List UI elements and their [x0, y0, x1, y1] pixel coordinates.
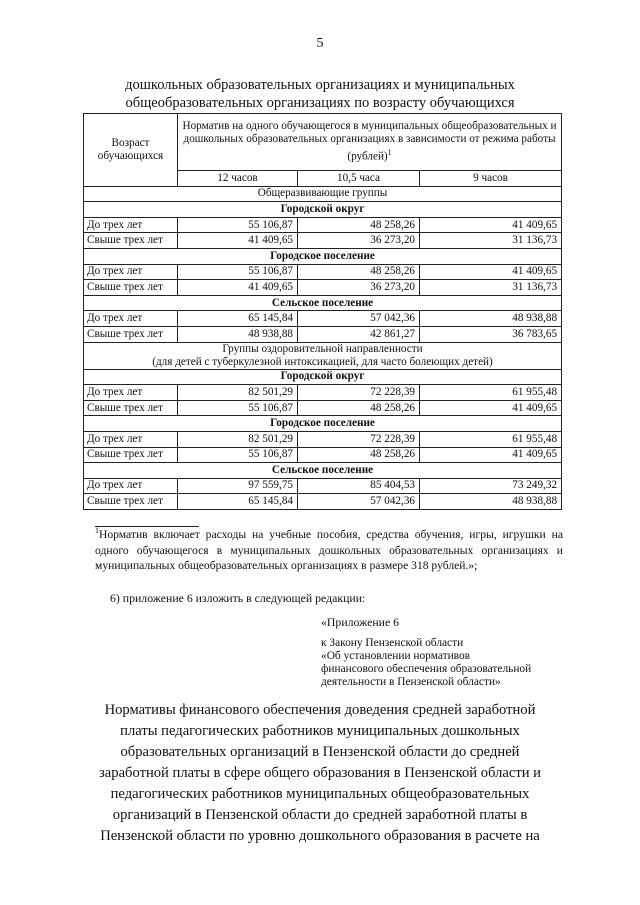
value-cell: 65 145,84	[178, 494, 298, 510]
section-row	[84, 463, 562, 479]
section-title-line: Нормативы финансового обеспечения доведения средней заработной	[104, 702, 536, 718]
value-cell: 61 955,48	[420, 385, 562, 401]
norm-footnote-mark: 1	[387, 148, 392, 158]
section-name: Городской округ	[84, 369, 562, 385]
age-cell: До трех лет	[84, 431, 178, 447]
table-row	[84, 311, 562, 327]
table-row	[84, 264, 562, 280]
value-cell: 55 106,87	[178, 264, 298, 280]
table-row	[84, 447, 562, 463]
table-row	[84, 326, 562, 342]
age-cell: Свыше трех лет	[84, 400, 178, 416]
age-cell: Свыше трех лет	[84, 494, 178, 510]
section-row	[84, 248, 562, 264]
age-cell: До трех лет	[84, 385, 178, 401]
value-cell: 48 938,88	[420, 311, 562, 327]
value-cell: 31 136,73	[420, 233, 562, 249]
value-cell: 55 106,87	[178, 447, 298, 463]
age-column-header: Возраст обучающихся	[84, 114, 178, 187]
norm-header-text: Норматив на одного обучающегося в муниципальных общеобразовательных и дошкольных образовательных организациях в зависимости от режима работы (рублей)	[182, 120, 557, 163]
age-cell: До трех лет	[84, 311, 178, 327]
value-cell: 57 042,36	[298, 494, 420, 510]
table-row	[84, 217, 562, 233]
section-title-line: заработной платы в сфере общего образования в Пензенской области и	[99, 765, 541, 781]
section-title-line: платы педагогических работников муниципальных дошкольных	[120, 723, 520, 739]
value-cell: 48 938,88	[178, 326, 298, 342]
value-cell: 41 409,65	[178, 233, 298, 249]
law-reference-line: к Закону Пензенской области	[321, 637, 464, 649]
value-cell: 41 409,65	[420, 217, 562, 233]
section-title-line: Пензенской области по уровню дошкольного образования в расчете на	[100, 828, 540, 844]
law-reference-line: деятельности в Пензенской области»	[321, 676, 501, 688]
footnote-mark: 1	[95, 526, 99, 536]
value-cell: 72 228,39	[298, 431, 420, 447]
law-reference	[321, 637, 571, 689]
group-title-row	[84, 186, 562, 202]
group-title-row	[84, 342, 562, 369]
norms-table-body	[84, 186, 562, 509]
section-title-line: образовательных организаций в Пензенской области до средней	[120, 744, 520, 760]
value-cell: 36 273,20	[298, 280, 420, 296]
value-cell: 41 409,65	[178, 280, 298, 296]
section-row	[84, 295, 562, 311]
norms-table-header	[84, 114, 562, 187]
value-cell: 36 273,20	[298, 233, 420, 249]
item-6-text: 6) приложение 6 изложить в следующей редакции:	[110, 591, 366, 605]
section-title-line: организаций в Пензенской области до средней заработной платы в	[112, 807, 528, 823]
section-name: Сельское поселение	[84, 463, 562, 479]
section-row	[84, 202, 562, 218]
value-cell: 85 404,53	[298, 478, 420, 494]
mode-header-9h: 9 часов	[420, 171, 562, 187]
table-row	[84, 233, 562, 249]
norm-column-header	[178, 114, 562, 171]
value-cell: 48 258,26	[298, 447, 420, 463]
value-cell: 65 145,84	[178, 311, 298, 327]
section-name: Городское поселение	[84, 248, 562, 264]
mode-header-12h: 12 часов	[178, 171, 298, 187]
table-row	[84, 385, 562, 401]
age-cell: До трех лет	[84, 264, 178, 280]
footnote	[95, 527, 563, 574]
value-cell: 41 409,65	[420, 264, 562, 280]
value-cell: 31 136,73	[420, 280, 562, 296]
age-cell: До трех лет	[84, 478, 178, 494]
age-cell: Свыше трех лет	[84, 280, 178, 296]
value-cell: 41 409,65	[420, 400, 562, 416]
value-cell: 41 409,65	[420, 447, 562, 463]
value-cell: 61 955,48	[420, 431, 562, 447]
section-row	[84, 416, 562, 432]
table-row	[84, 280, 562, 296]
value-cell: 55 106,87	[178, 400, 298, 416]
section-name: Сельское поселение	[84, 295, 562, 311]
section-title-line: педагогических работников муниципальных общеобразовательных	[110, 786, 530, 802]
law-reference-line: «Об установлении нормативов	[321, 650, 471, 662]
age-cell: Свыше трех лет	[84, 326, 178, 342]
value-cell: 48 258,26	[298, 400, 420, 416]
table-row	[84, 400, 562, 416]
section-title	[70, 700, 570, 847]
age-cell: Свыше трех лет	[84, 233, 178, 249]
section-row	[84, 369, 562, 385]
table-row	[84, 478, 562, 494]
group-title	[84, 186, 562, 202]
value-cell: 48 938,88	[420, 494, 562, 510]
group-title-text: Группы оздоровительной направленности	[222, 342, 423, 355]
group-title	[84, 342, 562, 369]
value-cell: 97 559,75	[178, 478, 298, 494]
value-cell: 48 258,26	[298, 264, 420, 280]
age-cell: Свыше трех лет	[84, 447, 178, 463]
value-cell: 48 258,26	[298, 217, 420, 233]
value-cell: 42 861,27	[298, 326, 420, 342]
table-row	[84, 494, 562, 510]
value-cell: 36 783,65	[420, 326, 562, 342]
value-cell: 82 501,29	[178, 431, 298, 447]
law-reference-line: финансового обеспечения образовательной	[321, 663, 532, 675]
age-cell: До трех лет	[84, 217, 178, 233]
group-subtitle-text: (для детей с туберкулезной интоксикацией, для часто болеющих детей)	[152, 355, 493, 368]
group-title-text: Общеразвивающие группы	[257, 187, 388, 200]
intro-text: дошкольных образовательных организациях и муниципальных общеобразовательных организациях по возрасту обучающихся	[125, 77, 515, 111]
table-row	[84, 431, 562, 447]
value-cell: 55 106,87	[178, 217, 298, 233]
page-number: 5	[316, 36, 324, 51]
norms-table	[83, 113, 562, 510]
mode-header-10-5h: 10,5 часа	[298, 171, 420, 187]
appendix-label: «Приложение 6	[321, 615, 400, 629]
section-name: Городское поселение	[84, 416, 562, 432]
value-cell: 73 249,32	[420, 478, 562, 494]
footnote-text: Норматив включает расходы на учебные пособия, средства обучения, игры, игрушки на одного обучающегося в муниципальных дошкольных образовательных организациях и муниципальных общеобразовательных организациях в размере 318 рублей.»;	[95, 528, 563, 572]
value-cell: 57 042,36	[298, 311, 420, 327]
section-name: Городской округ	[84, 202, 562, 218]
value-cell: 82 501,29	[178, 385, 298, 401]
value-cell: 72 228,39	[298, 385, 420, 401]
